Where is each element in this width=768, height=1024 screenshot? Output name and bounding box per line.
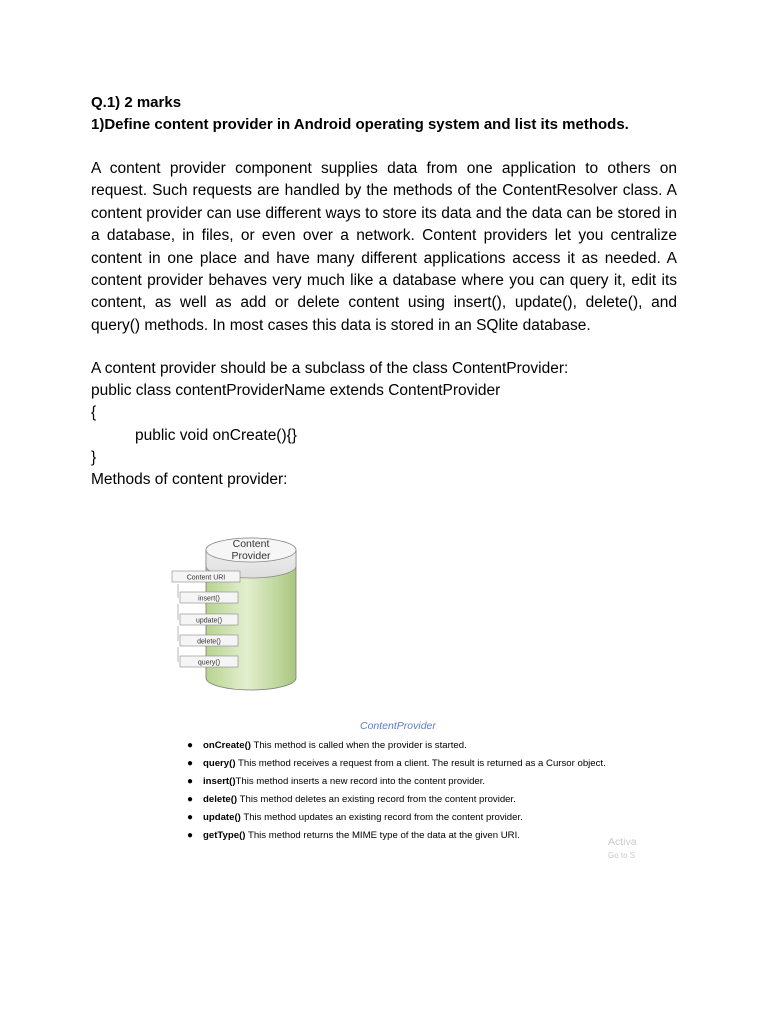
list-item: ● query() This method receives a request from a client. The result is returned as a Cursor object.: [187, 758, 606, 769]
question-title: Q.1) 2 marks: [91, 94, 182, 111]
watermark-line2: Go to S: [608, 851, 636, 860]
bullet-icon: ●: [187, 812, 194, 823]
methods-heading: Methods of content provider:: [91, 471, 288, 488]
diagram-tab-content-uri: [172, 571, 240, 582]
methods-list: [185, 740, 635, 848]
list-item: ● delete() This method deletes an existing record from the content provider.: [187, 794, 516, 805]
content-provider-diagram: [168, 528, 308, 693]
code-close-brace: }: [91, 449, 97, 466]
list-item: ● getType() This method returns the MIME type of the data at the given URI.: [187, 830, 520, 841]
subclass-note: A content provider should be a subclass of the class ContentProvider:: [91, 360, 569, 377]
diagram-item-update: update(): [195, 617, 223, 625]
list-item: ● insert()This method inserts a new record into the content provider.: [187, 776, 486, 787]
diagram-item-insert: insert(): [198, 595, 220, 603]
watermark-line1: Activa: [608, 836, 637, 848]
diagram-label-line1: Content: [232, 538, 270, 550]
bullet-icon: ●: [187, 776, 194, 787]
activation-watermark: [608, 836, 637, 862]
code-class-declaration: public class contentProviderName extends ContentProvider: [91, 382, 501, 399]
diagram-label-line2: Provider: [231, 550, 271, 562]
code-open-brace: {: [91, 404, 97, 421]
list-item: ● onCreate() This method is called when the provider is started.: [187, 740, 467, 751]
bullet-icon: ●: [187, 794, 194, 805]
diagram-item-content-uri: Content URI: [186, 574, 226, 582]
question-prompt: 1)Define content provider in Android operating system and list its methods.: [91, 116, 629, 133]
answer-paragraph: A content provider component supplies data from one application to others on request. Such requests are handled by the methods of the ContentResolver class. A content provider can use different ways to store its data and the data can be stored in a database, in files, or even over a network. Content providers let you centralize content in one place and have many different applications access it as needed. A content provider behaves very much like a database where you can query it, edit its content, as well as add or delete content using insert(), update(), delete(), and query() methods. In most cases this data is stored in an SQlite database.: [91, 160, 677, 334]
bullet-icon: ●: [187, 758, 194, 769]
bullet-icon: ●: [187, 740, 194, 751]
bullet-icon: ●: [187, 830, 194, 841]
list-item: ● update() This method updates an existing record from the content provider.: [187, 812, 523, 823]
diagram-item-delete: delete(): [197, 638, 221, 646]
diagram-caption: ContentProvider: [360, 720, 436, 732]
code-method: public void onCreate(){}: [135, 427, 297, 444]
diagram-item-query: query(): [197, 659, 221, 667]
